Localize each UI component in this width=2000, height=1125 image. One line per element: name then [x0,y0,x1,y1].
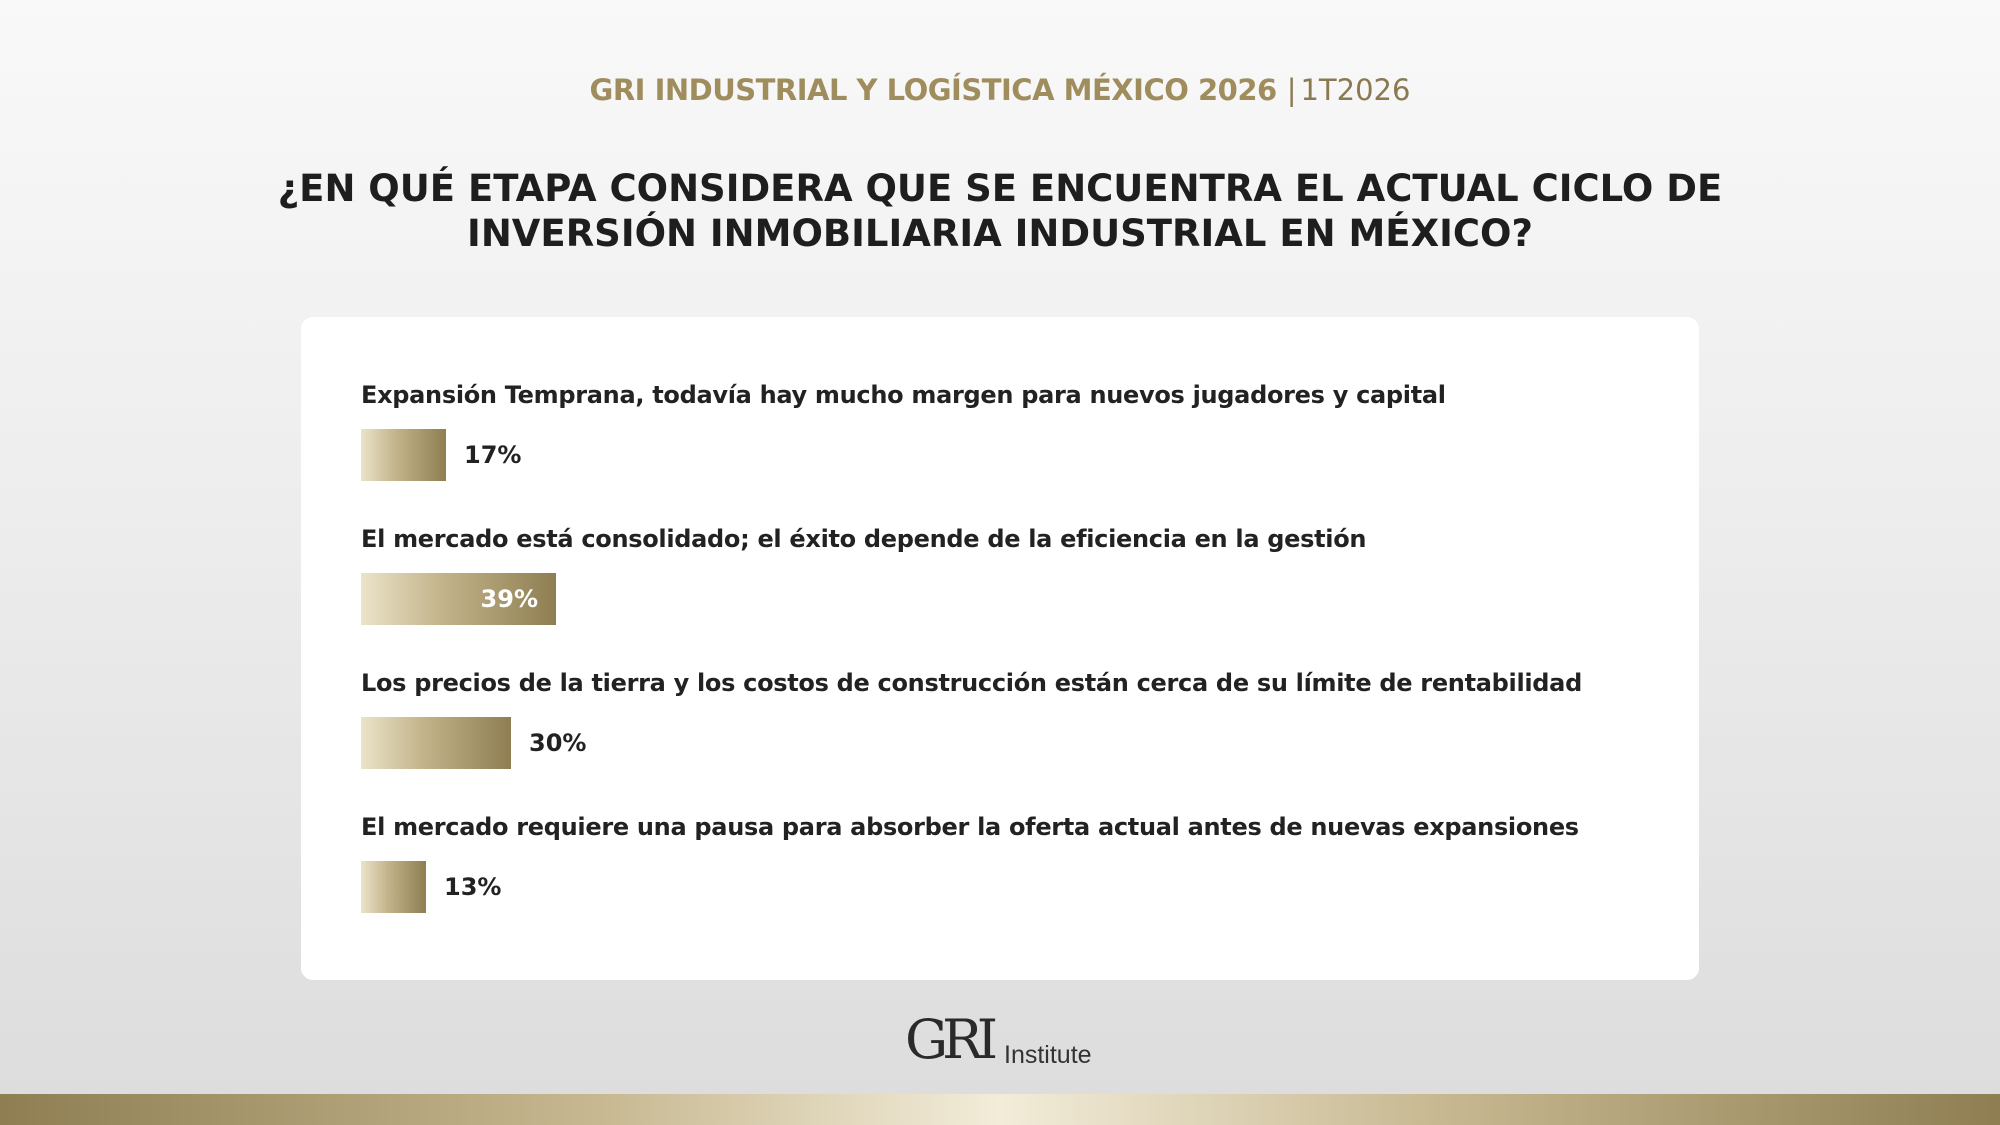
header-separator: | [1286,73,1297,107]
gri-institute-logo [905,1010,1105,1070]
survey-question [250,166,1750,256]
gri-logo-text: Institute [1004,1041,1092,1069]
bar-row [361,811,1661,939]
category-label: El mercado requiere una pausa para absorber la oferta actual antes de nuevas expansiones [361,813,1579,841]
bar-value-label: 17% [464,441,522,469]
report-period: 1T2026 [1300,73,1411,107]
category-label: Los precios de la tierra y los costos de construcción están cerca de su límite de rentabilidad [361,669,1582,697]
bar [361,717,511,769]
footer-gold-band [0,1094,2000,1125]
results-card [301,317,1699,980]
bar-row [361,667,1661,795]
gri-logo-mark: GRI [905,1008,993,1071]
survey-question-line-1: ¿EN QUÉ ETAPA CONSIDERA QUE SE ENCUENTRA EL ACTUAL CICLO DE [277,167,1723,210]
bar-row [361,379,1661,507]
event-title: GRI INDUSTRIAL Y LOGÍSTICA MÉXICO 2026 [589,73,1277,107]
category-label: El mercado está consolidado; el éxito depende de la eficiencia en la gestión [361,525,1367,553]
survey-question-line-2: INVERSIÓN INMOBILIARIA INDUSTRIAL EN MÉXICO? [467,212,1533,255]
bar [361,861,426,913]
bar-value-label: 30% [529,729,587,757]
report-header [0,70,2000,110]
bar-row [361,523,1661,651]
category-label: Expansión Temprana, todavía hay mucho margen para nuevos jugadores y capital [361,381,1446,409]
bar-value-label: 39% [480,585,538,613]
bar-value-label: 13% [444,873,502,901]
bar [361,429,446,481]
